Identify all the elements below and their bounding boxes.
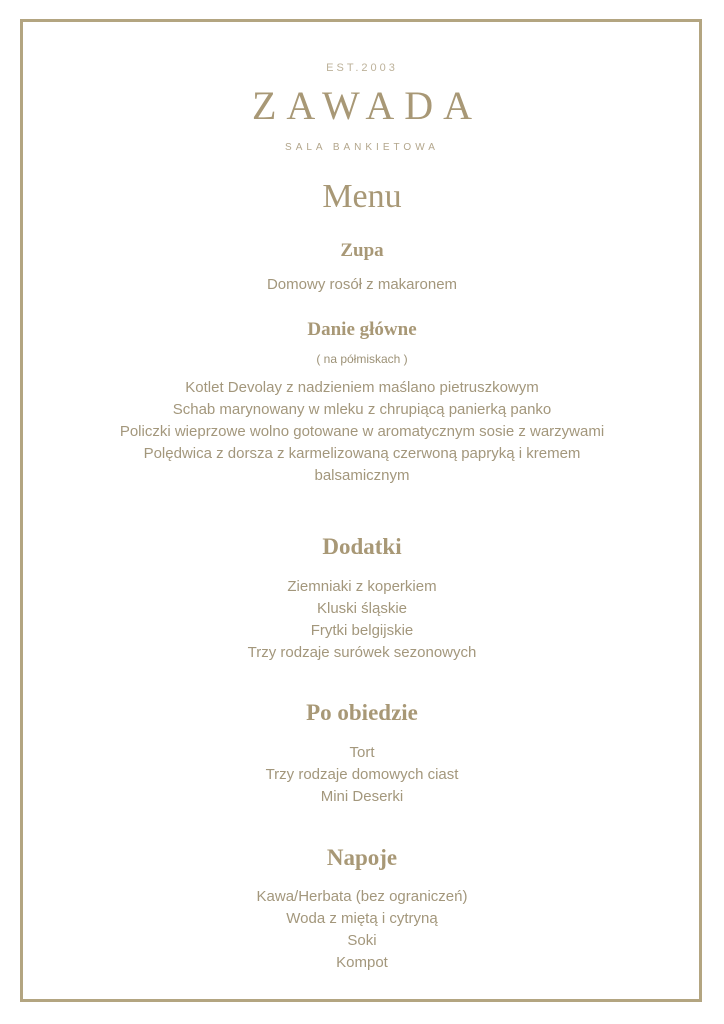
menu-item: Kluski śląskie (316, 600, 408, 617)
menu-item: Tort (349, 744, 375, 761)
serving-note: ( na półmiskach ) (316, 352, 408, 366)
menu-item: Soki (347, 932, 377, 949)
menu-item: Mini Deserki (320, 788, 404, 805)
brand-subtitle: SALA BANKIETOWA (285, 142, 439, 153)
menu-item: Domowy rosół z makaronem (266, 276, 458, 293)
section-title-danie-glowne: Danie główne (307, 319, 417, 340)
menu-item: Kompot (336, 954, 388, 971)
menu-item: Ziemniaki z koperkiem (287, 578, 437, 595)
brand-name: ZAWADA (251, 83, 483, 128)
menu-item: Polędwica z dorsza z karmelizowaną czerwoną papryką i kremem (143, 445, 581, 462)
menu-item: Woda z miętą i cytryną (286, 910, 438, 927)
established-label: EST.2003 (326, 62, 398, 74)
menu-item: balsamicznym (314, 467, 410, 484)
menu-item: Kawa/Herbata (bez ograniczeń) (256, 888, 468, 905)
menu-item: Schab marynowany w mleku z chrupiącą panierką panko (172, 401, 552, 418)
menu-item: Trzy rodzaje surówek sezonowych (247, 644, 477, 661)
menu-item: Frytki belgijskie (310, 622, 414, 639)
section-title-po-obiedzie: Po obiedzie (306, 700, 418, 725)
menu-item: Kotlet Devolay z nadzieniem maślano pietruszkowym (185, 379, 539, 396)
section-title-zupa: Zupa (340, 240, 384, 261)
menu-item: Trzy rodzaje domowych ciast (265, 766, 459, 783)
section-title-dodatki: Dodatki (322, 534, 402, 559)
section-title-napoje: Napoje (326, 845, 398, 870)
menu-title: Menu (322, 178, 402, 215)
menu-item: Policzki wieprzowe wolno gotowane w aromatycznym sosie z warzywami (119, 423, 605, 440)
